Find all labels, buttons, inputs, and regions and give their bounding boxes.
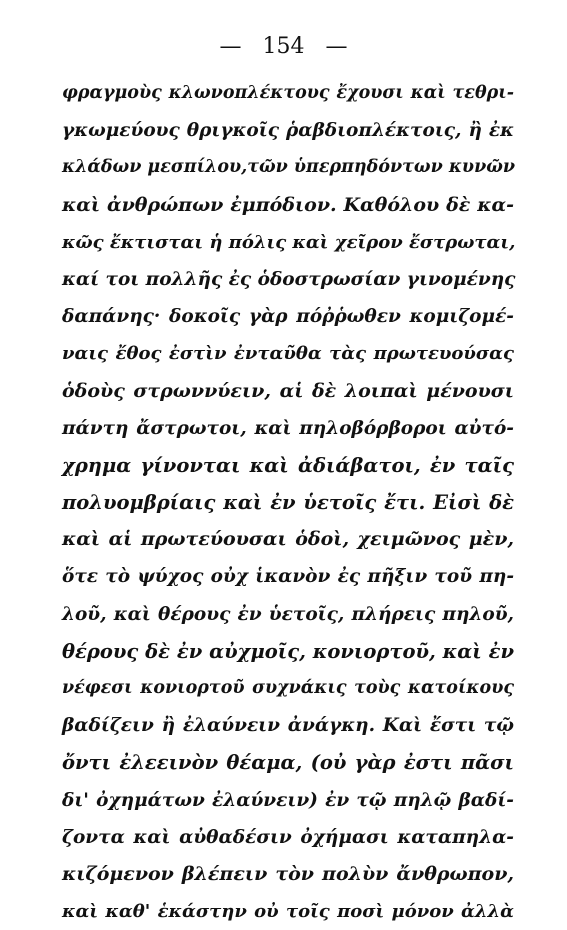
text-line-19: ὄντι ἐλεεινὸν θέαμα, (οὐ γὰρ ἐστι πᾶσι bbox=[62, 751, 514, 775]
text-line-3: κλάδων μεσπίλου,τῶν ὑπερπηδόντων κυνῶν bbox=[62, 157, 516, 178]
text-line-11: χρημα γίνονται καὶ ἀδιάβατοι, ἐν ταῖς bbox=[62, 453, 514, 477]
text-line-18: βαδίζειν ἢ ἐλαύνειν ἀνάγκη. Καὶ ἔστι τῷ bbox=[62, 715, 514, 737]
header-dash-left: — bbox=[219, 34, 242, 59]
text-line-12: πολυομβρίαις καὶ ἐν ὑετοῖς ἔτι. Εἰσὶ δὲ bbox=[62, 491, 514, 515]
header-dash-right: — bbox=[325, 34, 348, 59]
text-line-5: κῶς ἔκτισται ἡ πόλις καὶ χεῖρον ἔστρωται, bbox=[62, 231, 516, 253]
text-line-7: δαπάνης· δοκοῖς γὰρ πόῤῥωθεν κομιζομέ- bbox=[62, 306, 514, 328]
page-number: 154 bbox=[262, 34, 305, 59]
text-line-17: νέφεσι κονιορτοῦ συχνάκις τοὺς κατοίκους bbox=[62, 678, 514, 698]
text-line-21: ζοντα καὶ αὐθαδέσιν ὀχήμασι καταπηλα- bbox=[62, 826, 514, 848]
text-line-15: λοῦ, καὶ θέρους ἐν ὑετοῖς, πλήρεις πηλοῦ, bbox=[62, 603, 514, 625]
text-line-4: καὶ ἀνθρώπων ἐμπόδιον. Καθόλου δὲ κα- bbox=[62, 193, 514, 216]
text-line-14: ὅτε τὸ ψύχος οὐχ ἱκανὸν ἐς πῆξιν τοῦ πη- bbox=[62, 566, 514, 588]
text-line-23: καὶ καθ' ἑκάστην οὐ τοῖς ποσὶ μόνον ἀλλὰ bbox=[62, 901, 514, 923]
text-line-13: καὶ αἱ πρωτεύουσαι ὁδοὶ, χειμῶνος μὲν, bbox=[62, 528, 514, 551]
text-line-9: ὁδοὺς στρωννύειν, αἱ δὲ λοιπαὶ μένουσι bbox=[62, 379, 514, 402]
text-line-16: θέρους δὲ ἐν αὐχμοῖς, κονιορτοῦ, καὶ ἐν bbox=[62, 639, 514, 663]
text-line-22: κιζόμενον βλέπειν τὸν πολὺν ἄνθρωπον, bbox=[62, 862, 514, 885]
page-header bbox=[0, 32, 567, 62]
text-line-1: φραγμοὺς κλωνοπλέκτους ἔχουσι καὶ τεθρι- bbox=[62, 83, 514, 103]
text-line-2: γκωμεύους θριγκοῖς ῥαβδιοπλέκτοις, ἢ ἐκ bbox=[62, 120, 514, 142]
text-line-20: δι' ὀχημάτων ἐλαύνειν) ἐν τῷ πηλῷ βαδί- bbox=[62, 789, 514, 811]
body-text bbox=[62, 75, 514, 930]
text-line-8: ναις ἔθος ἐστὶν ἐνταῦθα τὰς πρωτευούσας bbox=[62, 343, 514, 365]
text-line-10: πάντη ἄστρωτοι, καὶ πηλοβόρβοροι αὐτό- bbox=[62, 417, 514, 439]
text-line-6: καί τοι πολλῆς ἐς ὁδοστρωσίαν γινομένης bbox=[62, 268, 516, 290]
